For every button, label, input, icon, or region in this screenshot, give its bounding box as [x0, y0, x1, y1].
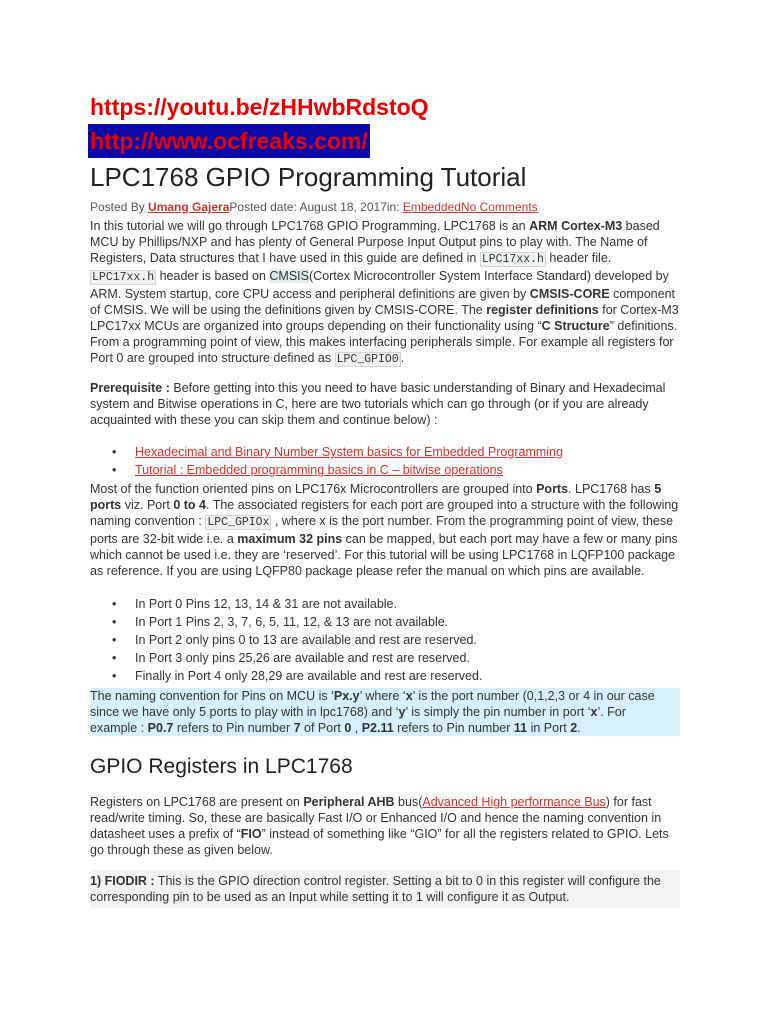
registers-text: bus( [394, 795, 423, 809]
note-bold: P0.7 [147, 721, 174, 735]
note-bold: P2.11 [361, 721, 394, 735]
ports-paragraph [90, 481, 680, 579]
intro-text: (Cortex Microcontroller System Interface Standard) developed by ARM. System startup, core CPU access and peripheral definitions are given by [90, 269, 669, 301]
prerequisite-paragraph [90, 380, 680, 428]
intro-bold: C Structure [541, 319, 610, 333]
note-text: of Port [300, 721, 345, 735]
registers-paragraph [90, 794, 680, 858]
ports-text: can be mapped, but each port may have a few or many pins which cannot be used i.e. they are ‘reserved’. For this tutorial will be using LPC1768 in LQFP100 package as reference. If you are using LQFP80 package please refer the manual on which pins are available. [90, 532, 678, 578]
note-bold: x [590, 705, 598, 719]
intro-code: LPC_GPIO0 [336, 353, 399, 366]
intro-code: LPC17xx.h [481, 253, 544, 266]
prerequisite-label: Prerequisite : [90, 381, 170, 395]
ports-bold: 5 ports [90, 482, 662, 512]
ports-bold: maximum 32 pins [237, 532, 343, 546]
intro-bold: register definitions [486, 303, 599, 317]
list-item [90, 461, 680, 479]
posted-by-label: Posted By [90, 200, 149, 214]
note-bold: 7 [293, 721, 301, 735]
note-bold: 2 [570, 721, 578, 735]
note-text: ’ is simply the pin number in port ‘ [405, 705, 591, 719]
ports-list [90, 595, 680, 685]
fiodir-text: This is the GPIO direction control register. Setting a bit to 0 in this register will configure the corresponding pin to be used as an Input while setting it to 1 will configure it as Output. [90, 874, 661, 904]
list-item: • In Port 2 only pins 0 to 13 are available and rest are reserved. [90, 631, 680, 649]
fiodir-paragraph [90, 870, 680, 908]
intro-text: header is based on [156, 269, 270, 283]
site-link-highlight[interactable]: http://www.ocfreaks.com/ [88, 124, 370, 158]
cmsis-highlight: CMSIS [269, 269, 309, 283]
note-text: refers to Pin number [393, 721, 514, 735]
intro-text: component of CMSIS. We will be using the definitions given by CMSIS-CORE. The [90, 287, 675, 317]
intro-paragraph [90, 218, 680, 368]
intro-text: . [400, 351, 405, 365]
ports-text: . LPC1768 has [568, 482, 655, 496]
posted-date: Posted date: August 18, 2017in: [229, 200, 403, 214]
note-text: . [577, 721, 581, 735]
ports-text: . The associated registers for each port are grouped into a structure with the following naming convention : [90, 498, 679, 528]
intro-bold: ARM Cortex-M3 [529, 219, 623, 233]
intro-text: for Cortex-M3 LPC17xx MCUs are organized into groups depending on their functionality using “ [90, 303, 679, 333]
youtube-link[interactable]: https://youtu.be/zHHwbRdstoQ [90, 94, 429, 120]
category-link[interactable]: Embedded [402, 200, 461, 214]
intro-text: header file. [545, 251, 612, 265]
note-text: ’ is the port number (0,1,2,3 or 4 in our case since we have only 5 ports to play with in lpc1768) and ‘ [90, 689, 655, 719]
comments-link[interactable]: No Comments [460, 200, 538, 214]
registers-bold: Peripheral AHB [303, 795, 395, 809]
ports-text: viz. Port [121, 498, 174, 512]
author-link[interactable]: Umang Gajera [148, 200, 230, 214]
ports-code: LPC_GPIOx [207, 516, 270, 529]
ports-bold: Ports [536, 482, 569, 496]
note-text: in Port [527, 721, 571, 735]
naming-convention-note [90, 688, 680, 736]
intro-text: based MCU by Phillips/NXP and has plenty of General Purpose Input Output pins to play with. The Name of Registers, Data structures that I have used in this guide are defined in [90, 219, 660, 265]
list-item: • Finally in Port 4 only 28,29 are available and rest are reserved. [90, 667, 680, 685]
article-title: LPC1768 GPIO Programming Tutorial [90, 162, 527, 192]
intro-bold: CMSIS-CORE [529, 287, 610, 301]
intro-code: LPC17xx.h [92, 271, 155, 284]
note-text: ’. For example : [90, 705, 626, 735]
note-text: The naming convention for Pins on MCU is ‘ [90, 689, 334, 703]
registers-text: ” instead of something like “GIO” for all the registers related to GPIO. Lets go through these as given below. [90, 827, 669, 857]
ports-bold: 0 to 4 [173, 498, 206, 512]
note-bold: y [398, 705, 406, 719]
registers-bold: FIO [240, 827, 262, 841]
ahb-link[interactable]: Advanced High performance Bus [422, 795, 606, 809]
note-bold: 0 [344, 721, 352, 735]
bitwise-link[interactable]: Tutorial : Embedded programming basics in C – bitwise operations [135, 463, 503, 477]
gpio-registers-heading: GPIO Registers in LPC1768 [90, 755, 353, 778]
tutorial-links-list [90, 443, 680, 479]
list-item: • In Port 1 Pins 2, 3, 7, 6, 5, 11, 12, & 13 are not available. [90, 613, 680, 631]
fiodir-label: 1) FIODIR : [90, 874, 155, 888]
list-item [90, 443, 680, 461]
intro-text: In this tutorial we will go through LPC1768 GPIO Programming. LPC1768 is an [90, 219, 530, 233]
note-bold: Px.y [333, 689, 360, 703]
list-item: • In Port 0 Pins 12, 13, 14 & 31 are not available. [90, 595, 680, 613]
post-meta [90, 200, 680, 214]
site-link[interactable] [90, 124, 680, 158]
note-bold: x [405, 689, 413, 703]
registers-text: ) for fast read/write timing. So, these are basically Fast I/O or Enhanced I/O and hence the naming convention in datasheet uses a prefix of “ [90, 795, 662, 841]
list-item: • In Port 3 only pins 25,26 are available and rest are reserved. [90, 649, 680, 667]
prerequisite-text: Before getting into this you need to have basic understanding of Binary and Hexadecimal system and Bitwise operations in C, here are two tutorials which can go through (or if you are already acquainted with these you can skip them and continue below) : [90, 381, 666, 427]
hex-binary-link[interactable]: Hexadecimal and Binary Number System basics for Embedded Programming [135, 445, 563, 459]
ports-text: , where x is the port number. From the programming point of view, these ports are 32-bit wide i.e. a [90, 514, 674, 546]
ports-text: Most of the function oriented pins on LPC176x Microcontrollers are grouped into [90, 482, 537, 496]
registers-text: Registers on LPC1768 are present on [90, 795, 304, 809]
note-bold: 11 [513, 721, 528, 735]
intro-text: ” definitions. From a programming point of view, this makes interfacing peripherals simple. For example all registers for Port 0 are grouped into structure defined as [90, 319, 678, 365]
note-text: , [351, 721, 362, 735]
note-text: ’ where ‘ [359, 689, 406, 703]
article-page [90, 90, 680, 908]
note-text: refers to Pin number [173, 721, 294, 735]
